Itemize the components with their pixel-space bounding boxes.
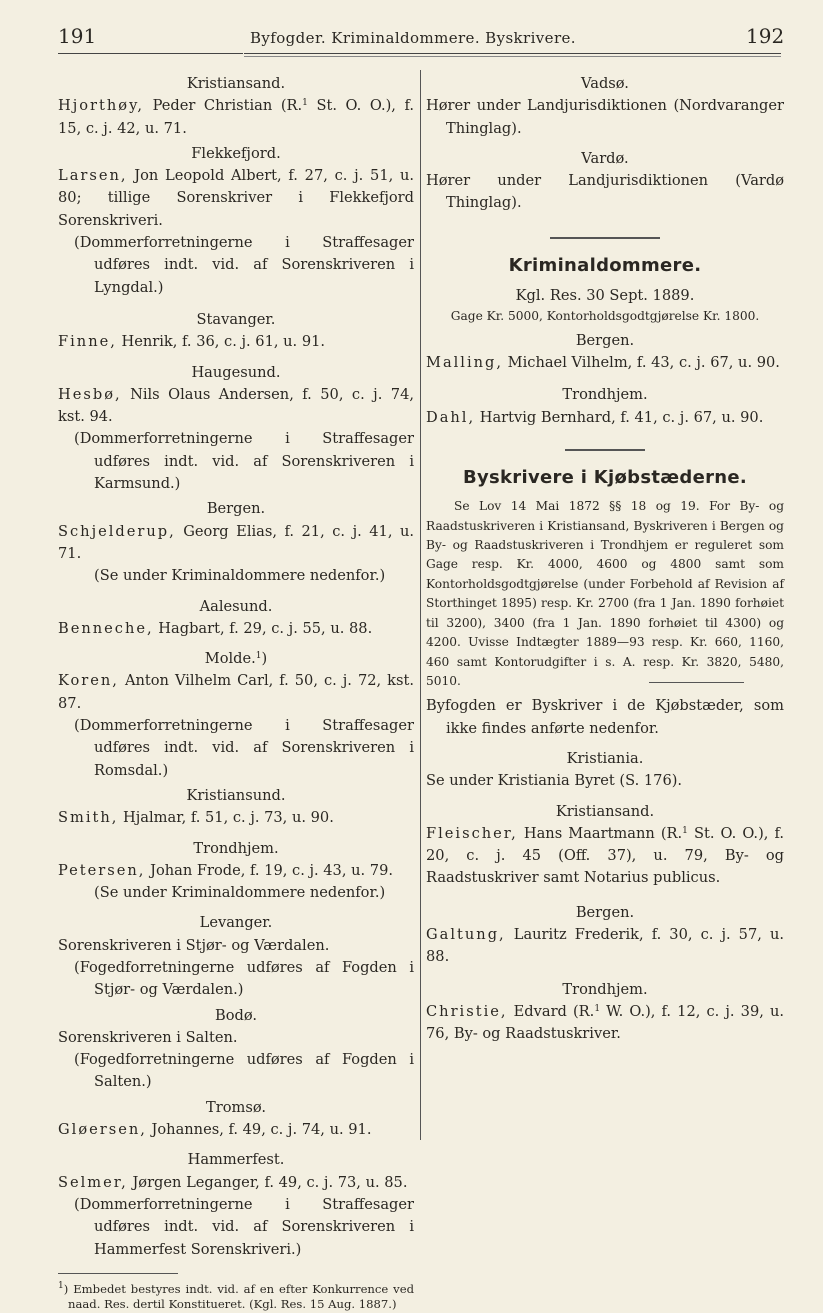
person-name: Benneche, <box>58 619 154 637</box>
place-heading-kristiania: Kristiania. <box>566 749 644 767</box>
place-heading-flekkefjord: Flekkefjord. <box>191 144 281 162</box>
entry-vadso: Hører under Landjurisdiktionen (Nordvaranger Thinglag). <box>426 97 784 137</box>
entry-text: Hans Maartmann (R. <box>523 824 683 842</box>
entry-text: Hagbart, f. 29, c. j. 55, u. 88. <box>158 619 373 637</box>
place-heading-kristiansand: Kristiansand. <box>555 802 655 820</box>
entry-text: Hjalmar, f. 51, c. j. 73, u. 90. <box>123 809 334 827</box>
place-heading-stavanger: Stavanger. <box>196 310 276 328</box>
person-name: Dahl, <box>426 408 476 426</box>
footnote-text: Embedet bestyres indt. vid. af en efter Konkurrence ved naad. Res. dertil Konstitueret. (Kgl. Res. 15 Aug. 1887.) <box>68 1281 415 1312</box>
entry-text: Georg Elias, f. 21, c. j. 41, u. 71. <box>58 522 415 562</box>
entry-text: Michael Vilhelm, f. 43, c. j. 67, u. 90. <box>507 354 780 372</box>
person-name: Galtung, <box>426 926 506 943</box>
person-name: Larsen, <box>58 167 128 185</box>
entry-koren <box>58 670 414 715</box>
place-heading-kristiansand: Kristiansand. <box>186 75 286 92</box>
entry-text-cont: W. O.), f. 12, c. j. 39, u. 76, By- og Raadstuskriver. <box>426 1002 785 1043</box>
entry-gloersen <box>58 1119 414 1141</box>
entry-christie <box>426 1001 784 1046</box>
byskrivere-intro: Se Lov 14 Mai 1872 §§ 18 og 19. For By- og Raadstuskriveren i Kristiansand, Byskriveren i Bergen og By- og Raadstuskriveren i Trondhjem er reguleret som Gage resp. Kr. 4000, 4600 og 4800 samt som Kontorholdsgodtgjørelse (under Forbehold af Revision af Storthinget 1895) resp. Kr. 2700 (fra 1 Jan. 1890 forhøiet til 3200), 3400 (fra 1 Jan. 1890 forhøiet til 4300) og 4200. Uvisse Indtægter 1889—93 resp. Kr. 660, 1160, 460 samt Kontorudgifter i s. A. resp. Kr. 3820, 5480, 5010. <box>426 499 784 688</box>
entry-text: Edvard (R. <box>513 1002 595 1020</box>
entry-smith <box>58 807 414 829</box>
place-heading-bergen: Bergen. <box>575 331 635 349</box>
entry-text: Johan Frode, f. 19, c. j. 43, u. 79. <box>150 861 394 879</box>
entry-bodo: Sorenskriveren i Salten. <box>58 1028 238 1046</box>
person-name: Gløersen, <box>58 1121 147 1139</box>
person-name: Christie, <box>426 1002 508 1020</box>
footnote <box>58 1282 414 1313</box>
place-heading-tromso: Tromsø. <box>206 1098 266 1116</box>
entry-note: (Se under Kriminaldommere nedenfor.) <box>94 567 386 585</box>
entry-galtung <box>426 924 784 969</box>
footnote-rule <box>58 1273 178 1274</box>
footnote-mark: 1 <box>302 98 308 109</box>
place-heading-bergen: Bergen. <box>575 903 635 921</box>
place-heading-hammerfest: Hammerfest. <box>187 1151 285 1169</box>
person-name: Schjelderup, <box>58 522 176 540</box>
entry-note: (Fogedforretningerne udføres af Fogden i Stjør- og Værdalen.) <box>74 958 414 999</box>
footnote-mark: 1 <box>594 1003 601 1014</box>
place-heading-levanger: Levanger. <box>199 914 273 932</box>
page-number-left: 191 <box>58 24 97 48</box>
page-number-right: 192 <box>746 24 785 48</box>
entry-fleischer <box>426 823 784 890</box>
person-name: Selmer, <box>58 1173 128 1191</box>
salary-line: Gage Kr. 5000, Kontorholdsgodtgjørelse Kr. 1800. <box>450 309 760 324</box>
header-rule-thin <box>244 56 781 57</box>
entry-vardo: Hører under Landjurisdiktionen (Vardø Thinglag). <box>426 172 784 212</box>
entry-note: (Se under Kriminaldommere nedenfor.) <box>94 884 386 902</box>
entry-text-cont: St. O. O.), f. 15, c. j. 42, u. 71. <box>58 97 415 137</box>
left-column <box>58 70 414 1313</box>
place-name: Molde. <box>204 650 256 668</box>
entry-note: (Dommerforretningerne i Straffesager udføres indt. vid. af Sorenskriveren i Hammerfest Sorenskriveri.) <box>74 1195 414 1258</box>
entry-petersen <box>58 860 414 882</box>
entry-note: (Dommerforretningerne i Straffesager udføres indt. vid. af Sorenskriveren i Lyngdal.) <box>74 234 414 296</box>
right-column <box>426 70 784 1045</box>
entry-dahl <box>426 407 784 429</box>
footnote-mark: 1 <box>682 825 688 836</box>
column-divider <box>420 70 421 1140</box>
entry-text: Jørgen Leganger, f. 49, c. j. 73, u. 85. <box>132 1173 408 1191</box>
royal-resolution: Kgl. Res. 30 Sept. 1889. <box>515 287 695 305</box>
byskrivere-general: Byfogden er Byskriver i de Kjøbstæder, som ikke findes anførte nedenfor. <box>426 697 784 737</box>
person-name: Koren, <box>58 672 119 690</box>
place-heading-aalesund: Aalesund. <box>199 597 273 615</box>
footnote-mark: 1 <box>255 651 262 662</box>
entry-text: Hartvig Bernhard, f. 41, c. j. 67, u. 90. <box>479 408 764 426</box>
person-name: Finne, <box>58 333 117 351</box>
person-name: Fleischer, <box>426 824 518 842</box>
person-name: Hjorthøy, <box>58 97 145 115</box>
place-heading-trondhjem: Trondhjem. <box>562 980 648 998</box>
footnote-paren: ) <box>63 1281 69 1296</box>
entry-note: (Dommerforretningerne i Straffesager udføres indt. vid. af Sorenskriveren i Karmsund.) <box>74 430 414 493</box>
entry-schjelderup <box>58 521 414 566</box>
section-heading-byskrivere: Byskrivere i Kjøbstæderne. <box>462 466 748 488</box>
person-name: Hesbø, <box>58 385 122 403</box>
entry-text: Lauritz Frederik, f. 30, c. j. 57, u. 88. <box>426 926 784 966</box>
person-name: Smith, <box>58 809 119 827</box>
header-rule-left <box>58 53 243 54</box>
entry-note: (Fogedforretningerne udføres af Fogden i Salten.) <box>74 1051 414 1091</box>
entry-larsen <box>58 165 414 232</box>
entry-text: Peder Christian (R. <box>152 97 303 115</box>
header-rule <box>244 53 781 54</box>
place-heading-bergen: Bergen. <box>206 500 266 518</box>
section-rule <box>565 449 645 453</box>
person-name: Malling, <box>426 354 504 372</box>
entry-hjorthoy <box>58 95 414 140</box>
entry-hesbo <box>58 384 414 429</box>
footnote-paren: ) <box>261 650 268 668</box>
entry-note: (Dommerforretningerne i Straffesager udføres indt. vid. af Sorenskriveren i Romsdal.) <box>74 717 414 779</box>
place-heading-kristiansund: Kristiansund. <box>186 786 286 804</box>
place-heading-trondhjem: Trondhjem. <box>562 386 648 404</box>
entry-finne <box>58 331 414 353</box>
place-heading-vadso: Vadsø. <box>581 75 629 92</box>
entry-text: Henrik, f. 36, c. j. 61, u. 91. <box>121 333 326 351</box>
running-title: Byfogder. Kriminaldommere. Byskrivere. <box>250 29 576 47</box>
entry-text: Johannes, f. 49, c. j. 74, u. 91. <box>151 1121 372 1139</box>
place-heading-haugesund: Haugesund. <box>191 363 281 381</box>
entry-malling <box>426 352 784 374</box>
entry-text: Anton Vilhelm Carl, f. 50, c. j. 72, kst. 87. <box>58 672 414 712</box>
footnote-mark: 1 <box>58 1280 64 1291</box>
place-heading-bodo: Bodø. <box>214 1006 258 1024</box>
entry-text-cont: St. O. O.), f. 20, c. j. 45 (Off. 37), u. 79, By- og Raadstuskriver samt Notarius publicus. <box>426 824 784 887</box>
entry-kristiania: Se under Kristiania Byret (S. 176). <box>426 772 683 790</box>
entry-selmer <box>58 1172 414 1194</box>
entry-text: Jon Leopold Albert, f. 27, c. j. 51, u. 80; tillige Sorenskriver i Flekkefjord Sorenskriveri. <box>58 167 415 229</box>
section-rule <box>550 237 660 241</box>
place-heading-vardo: Vardø. <box>581 149 629 167</box>
place-heading-trondhjem: Trondhjem. <box>193 839 279 857</box>
intro-rule <box>649 682 744 683</box>
entry-text: Nils Olaus Andersen, f. 50, c. j. 74, kst. 94. <box>58 385 414 426</box>
place-heading-molde <box>58 648 414 670</box>
entry-benneche <box>58 618 414 640</box>
section-heading-kriminaldommere: Kriminaldommere. <box>508 254 702 276</box>
person-name: Petersen, <box>58 861 146 879</box>
entry-levanger: Sorenskriveren i Stjør- og Værdalen. <box>58 936 330 954</box>
